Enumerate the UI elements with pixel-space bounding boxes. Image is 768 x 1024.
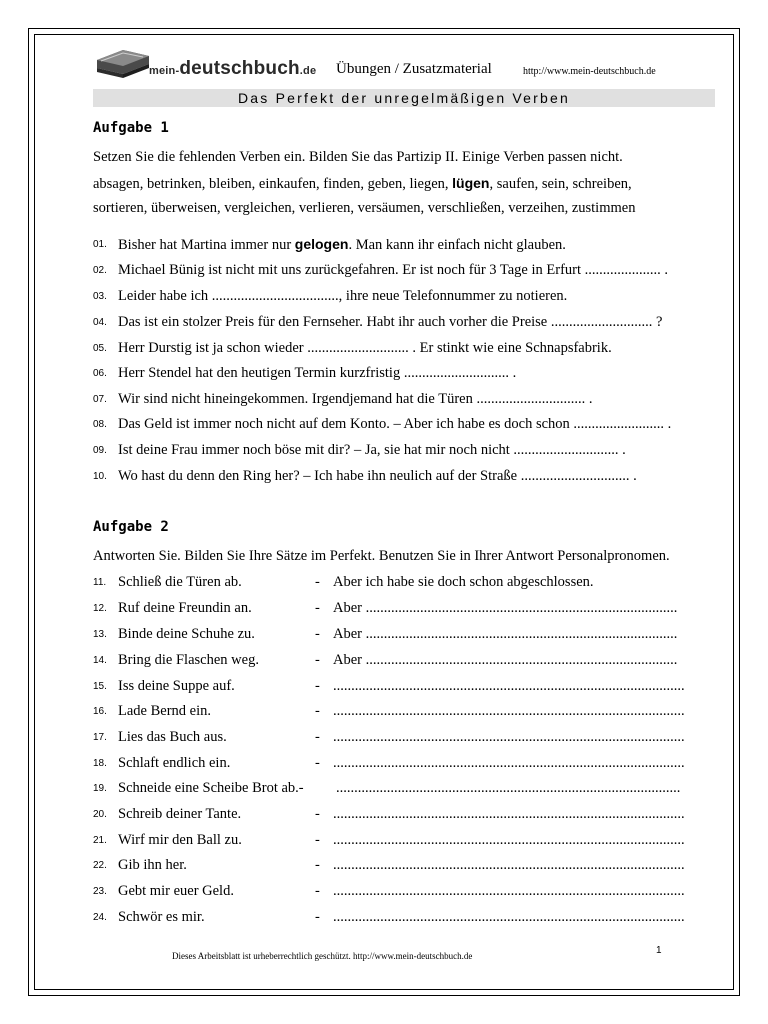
logo [93, 44, 323, 84]
logo-text: mein-deutschbuch.de [149, 58, 317, 79]
page-header [93, 44, 723, 84]
aufgabe1-heading: Aufgabe 1 [93, 120, 169, 136]
header-subtitle: Übungen / Zusatzmaterial [336, 61, 492, 77]
aufgabe1-instruction: Setzen Sie die fehlenden Verben ein. Bilden Sie das Partizip II. Einige Verben passen nicht. [93, 149, 623, 165]
page-title: Das Perfekt der unregelmäßigen Verben [238, 90, 570, 106]
page-number: 1 [656, 945, 662, 956]
title-bar [93, 89, 715, 107]
footer-copyright: Dieses Arbeitsblatt ist urheberrechtlich geschützt. http://www.mein-deutschbuch.de [172, 951, 473, 961]
book-logo-icon [93, 46, 153, 82]
aufgabe1-verbs-line2: sortieren, überweisen, vergleichen, verlieren, versäumen, verschließen, verzeihen, zustimmen [93, 200, 636, 216]
header-url: http://www.mein-deutschbuch.de [523, 66, 656, 77]
aufgabe2-heading: Aufgabe 2 [93, 519, 169, 535]
aufgabe1-verbs-line1: absagen, betrinken, bleiben, einkaufen, finden, geben, liegen, lügen, saufen, sein, schreiben, [93, 175, 632, 192]
aufgabe2-instruction: Antworten Sie. Bilden Sie Ihre Sätze im Perfekt. Benutzen Sie in Ihrer Antwort Personalpronomen. [93, 548, 670, 564]
